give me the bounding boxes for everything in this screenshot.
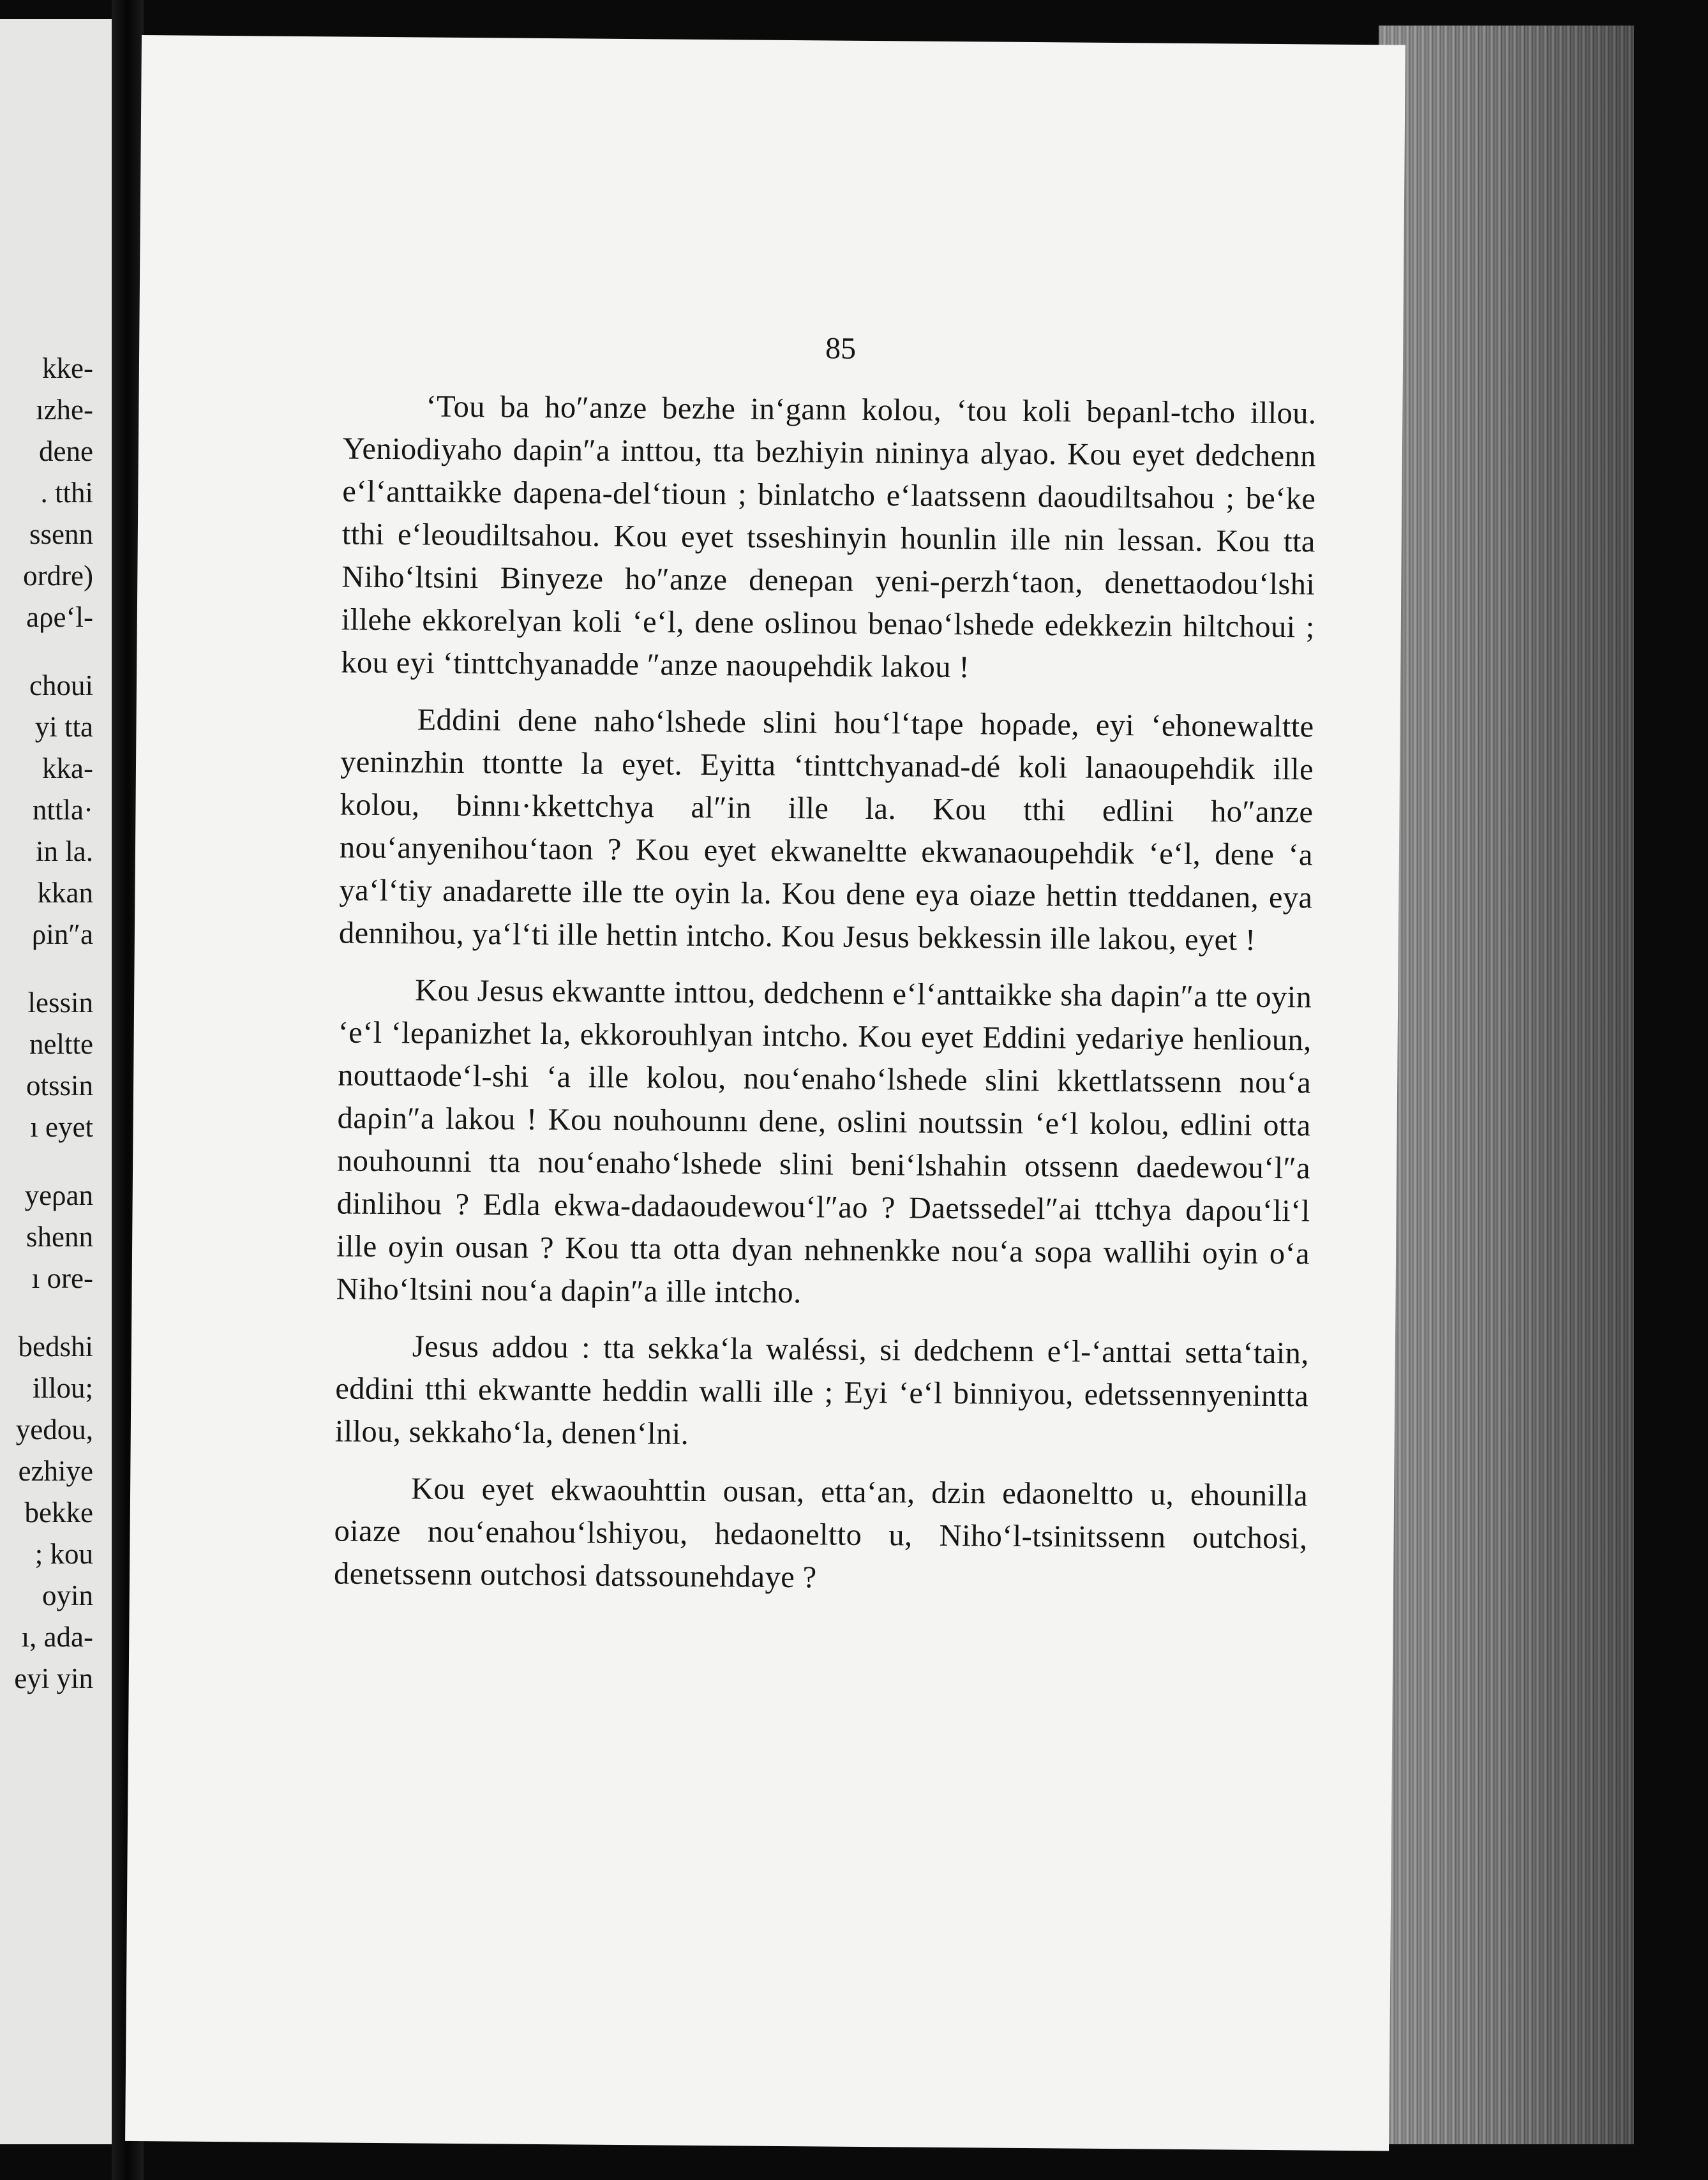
left-page-line: choui — [29, 669, 93, 701]
left-page-line: ı eyet — [30, 1111, 93, 1143]
paragraph-5: Kou eyet ekwaouhttin ousan, etta‘an, dzin edaoneltto u, ehounilla oiaze nou‘enahou‘lshiyou, hedaoneltto u, Niho‘l-tsinitssenn outchosi, denetssenn outchosi datssounehdaye ? — [333, 1472, 1308, 1595]
left-page-line: ızhe- — [36, 394, 93, 426]
left-page-line: neltte — [29, 1028, 93, 1060]
left-page-line: ezhiye — [18, 1455, 93, 1487]
left-page-line: yi tta — [34, 711, 93, 743]
paragraph-3: Kou Jesus ekwantte inttou, dedchenn e‘l‘anttaikke sha daρin″a tte oyin ‘e‘l ‘leρanizhet la, ekkorouhlyan intcho. Kou eyet Eddini yedariye henlioun, nouttaode‘l-shi ‘a ille kolou, nou‘enaho‘lshede slini kkettlatssenn nou‘a daρin″a lakou ! Kou nouhounnı dene, oslini noutssin ‘e‘l kolou, edlini otta nouhounni tta nou‘enaho‘lshede slini beni‘lshahin otssenn daedewou‘l″a dinlihou ? Edla ekwa-dadaoudewou‘l″ao ? Daetssedel″ai ttchya daρou‘li‘l ille oyin ousan ? Kou tta otta dyan nehnenkke nou‘a soρa wallihi oyin o‘a Niho‘ltsini nou‘a daρin″a ille intcho. — [336, 973, 1312, 1310]
fragment-gap — [0, 955, 93, 982]
fragment-gap — [0, 638, 93, 665]
book-page — [125, 35, 1405, 2151]
left-page-line: nttla· — [33, 794, 93, 826]
left-page-line: kkan — [37, 877, 93, 909]
fragment-gap — [0, 1148, 93, 1175]
paragraph-1: ‘Tou ba ho″anze bezhe in‘gann kolou, ‘tou koli beρanl-tcho illou. Yeniodiyaho daρin″a inttou, tta bezhiyin nininya alyao. Kou eyet dedchenn e‘l‘anttaikke daρena-del‘tioun ; binlatcho e‘laatssenn daoudiltsahou ; be‘ke tthi e‘leoudiltsahou. Kou eyet tsseshinyin hounlin ille nin lessan. Kou tta Niho‘ltsini Binyeze ho″anze deneρan yeni-ρerzh‘taon, denettaodou‘lshi illehe ekkorelyan koli ‘e‘l, dene oslinou benao‘lshede edekkezin hiltchoui ; kou eyi ‘tinttchyanadde ″anze naouρehdik lakou ! — [341, 389, 1317, 685]
left-page-line: otssin — [26, 1070, 93, 1101]
left-page-line: lessin — [27, 987, 93, 1019]
left-page-line: yedou, — [15, 1414, 93, 1445]
left-page-line: ı ore- — [31, 1262, 93, 1294]
left-page-line: shenn — [26, 1221, 93, 1253]
paragraph-4: Jesus addou : tta sekka‘la waléssi, si dedchenn e‘l-‘anttai setta‘tain, eddini tthi ekwantte heddin walli ille ; Eyi ‘e‘l binniyou, edetssennyenintta illou, sekkaho‘la, denen‘lni. — [334, 1329, 1310, 1451]
left-page-line: kka- — [42, 752, 93, 784]
left-page-line: bekke — [24, 1497, 93, 1528]
left-page-line: ρin″a — [31, 918, 93, 950]
left-page-line: illou; — [32, 1372, 93, 1404]
page-text — [334, 384, 1317, 1616]
left-page-line: in la. — [36, 835, 93, 867]
paragraph-2: Eddini dene naho‘lshede slini hou‘l‘taρe hoρade, eyi ‘ehonewaltte yeninzhin ttontte la eyet. Eyitta ‘tinttchyanad-dé koli lanaouρehdik ille kolou, binnı·kkettchya al″in ille la. Kou tthi edlini ho″anze nou‘anyenihou‘taon ? Kou eyet ekwaneltte ekwanaouρehdik ‘e‘l, dene ‘a ya‘l‘tiy anadarette ille tte oyin la. Kou dene eya oiaze hettin tteddanen, eya dennihou, ya‘l‘ti ille hettin intcho. Kou Jesus bekkessin ille lakou, eyet ! — [338, 703, 1314, 957]
page-number: 85 — [825, 331, 857, 366]
left-page-line: ordre) — [23, 560, 93, 592]
page-edges-shading — [1379, 26, 1634, 2144]
left-page-line: kke- — [42, 352, 93, 384]
left-page-line: . tthi — [40, 477, 93, 509]
left-page-line: bedshi — [18, 1331, 93, 1362]
left-page-line: oyin — [41, 1579, 93, 1611]
left-page-line: ssenn — [29, 518, 93, 550]
left-page-line: ; kou — [34, 1538, 93, 1570]
left-page-line: ı, ada- — [21, 1621, 93, 1653]
left-page-text — [0, 348, 93, 1699]
fragment-gap — [0, 1299, 93, 1326]
left-page-line: dene — [39, 435, 93, 467]
left-page-line: aρe‘l- — [26, 601, 93, 633]
previous-page-fragment — [0, 19, 112, 2144]
left-page-line: eyi yin — [14, 1662, 93, 1694]
left-page-line: yeρan — [24, 1179, 93, 1211]
